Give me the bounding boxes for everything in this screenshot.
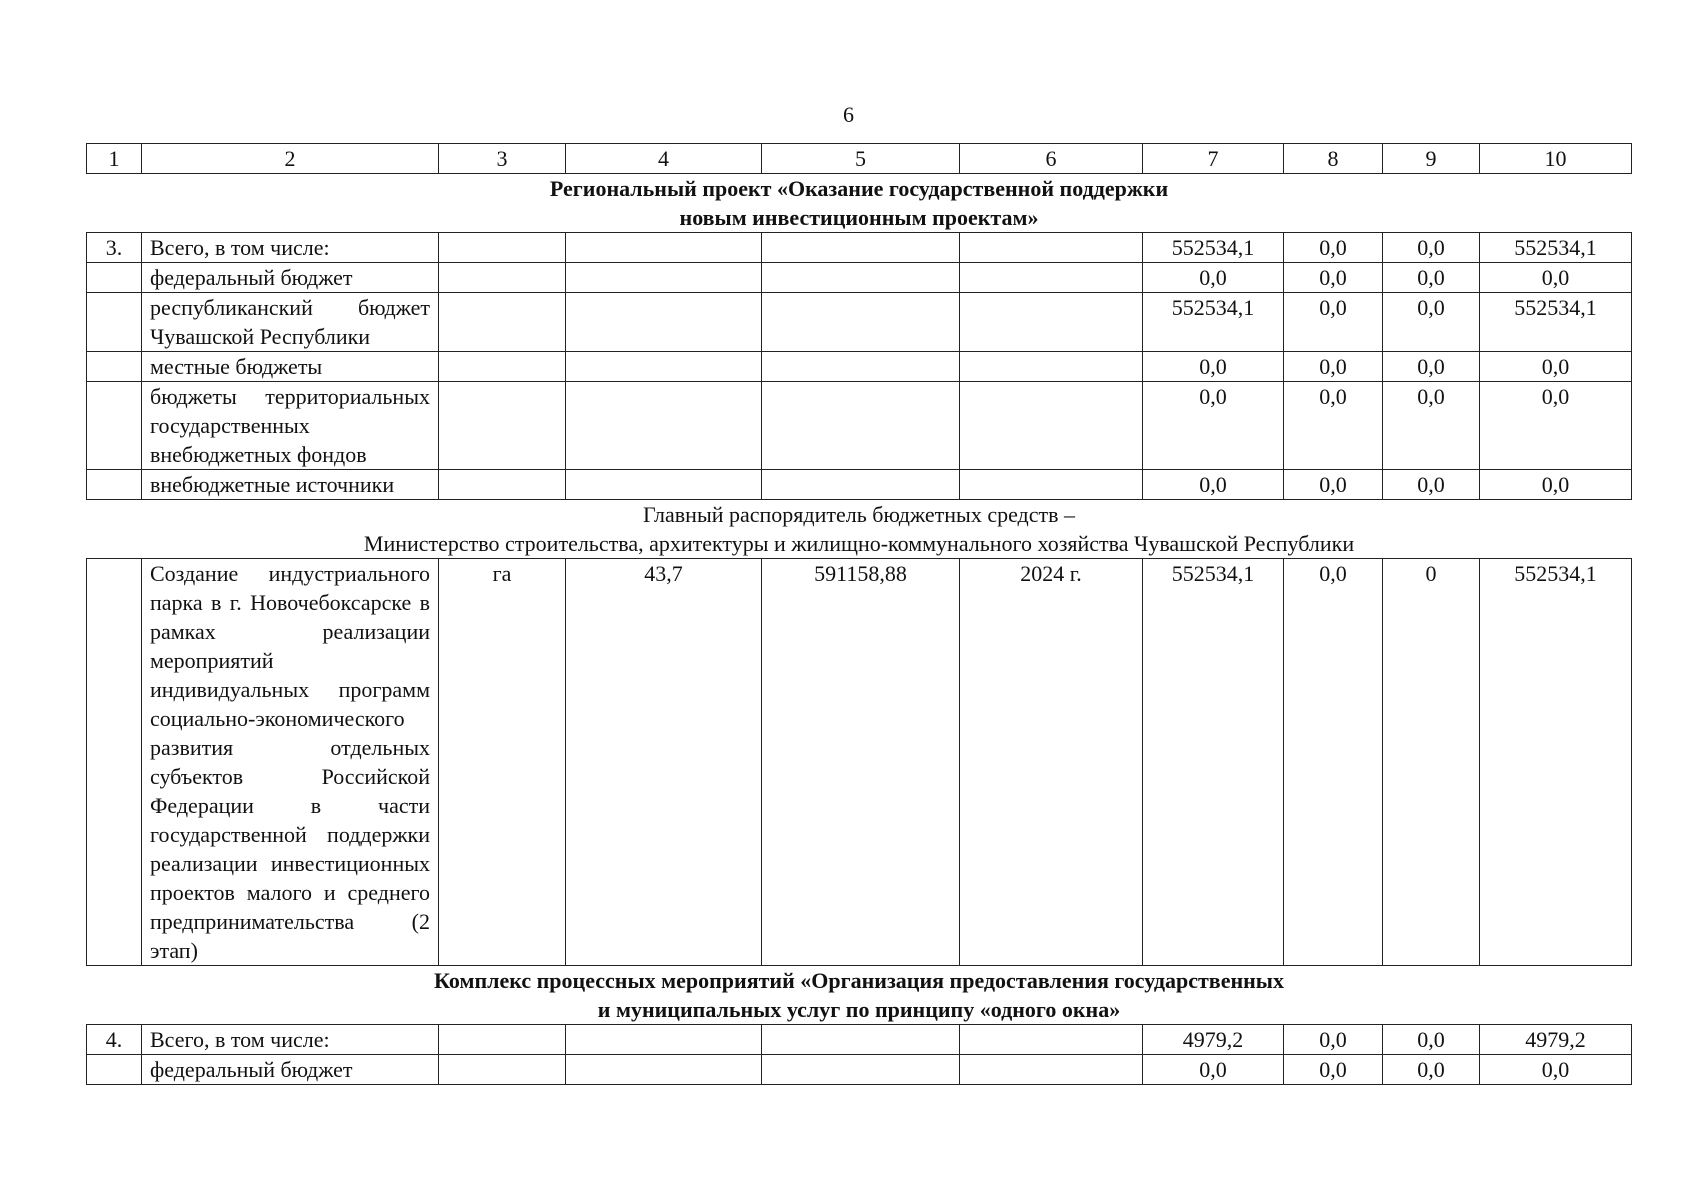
table-row bbox=[87, 293, 1632, 352]
cell-value: 552534,1 bbox=[1480, 293, 1632, 352]
cell-value: 0,0 bbox=[1383, 233, 1480, 263]
cell-value: 0,0 bbox=[1284, 233, 1383, 263]
cell-value: 0,0 bbox=[1383, 263, 1480, 293]
column-number: 9 bbox=[1383, 144, 1480, 174]
table-row bbox=[87, 1055, 1632, 1085]
cell-value: 0,0 bbox=[1480, 263, 1632, 293]
cell-value: 0,0 bbox=[1284, 293, 1383, 352]
cell-unit: га bbox=[439, 559, 566, 966]
row-number bbox=[87, 352, 142, 382]
cell-value: 0,0 bbox=[1143, 263, 1284, 293]
table-row bbox=[87, 470, 1632, 500]
cell-value: 552534,1 bbox=[1480, 559, 1632, 966]
row-name: бюджеты территориальных государственных внебюджетных фондов bbox=[142, 382, 439, 470]
page-number: 6 bbox=[843, 102, 854, 127]
cell-value: 0,0 bbox=[1284, 352, 1383, 382]
section-title-line: новым инвестиционным проектам» bbox=[679, 205, 1039, 230]
column-number: 6 bbox=[960, 144, 1143, 174]
manager-line: Главный распорядитель бюджетных средств – bbox=[642, 502, 1076, 527]
cell-value: 0,0 bbox=[1284, 559, 1383, 966]
cell-value: 552534,1 bbox=[1480, 233, 1632, 263]
cell-value: 0,0 bbox=[1383, 352, 1480, 382]
row-name: республиканский бюджет Чувашской Республики bbox=[142, 293, 439, 352]
section-title-line: Региональный проект «Оказание государственной поддержки bbox=[549, 176, 1169, 201]
column-number: 1 bbox=[87, 144, 142, 174]
cell-value: 0,0 bbox=[1480, 352, 1632, 382]
table-row-object bbox=[87, 559, 1632, 966]
row-name: внебюджетные источники bbox=[142, 470, 439, 500]
table-row bbox=[87, 263, 1632, 293]
section-heading-regional-project bbox=[87, 174, 1632, 233]
row-number bbox=[87, 470, 142, 500]
row-number: 4. bbox=[87, 1025, 142, 1055]
cell-value: 0,0 bbox=[1383, 470, 1480, 500]
cell-value: 0,0 bbox=[1284, 1055, 1383, 1085]
column-number: 5 bbox=[762, 144, 960, 174]
cell-value: 0,0 bbox=[1480, 1055, 1632, 1085]
cell-value: 0,0 bbox=[1284, 1025, 1383, 1055]
column-number: 7 bbox=[1143, 144, 1284, 174]
row-number bbox=[87, 293, 142, 352]
row-name: федеральный бюджет bbox=[142, 1055, 439, 1085]
cell-value: 0,0 bbox=[1383, 1055, 1480, 1085]
manager-line: Министерство строительства, архитектуры и жилищно-коммунального хозяйства Чувашской Республики bbox=[363, 531, 1355, 556]
cell-value: 0,0 bbox=[1143, 470, 1284, 500]
row-number bbox=[87, 1055, 142, 1085]
section-heading-budget-manager bbox=[87, 500, 1632, 559]
column-number-row bbox=[87, 144, 1632, 174]
row-number: 3. bbox=[87, 233, 142, 263]
cell-value: 0,0 bbox=[1284, 382, 1383, 470]
column-number: 2 bbox=[142, 144, 439, 174]
cell-value: 0,0 bbox=[1143, 352, 1284, 382]
row-number bbox=[87, 559, 142, 966]
row-name: местные бюджеты bbox=[142, 352, 439, 382]
row-number bbox=[87, 263, 142, 293]
cell-value: 4979,2 bbox=[1480, 1025, 1632, 1055]
row-name: Создание индустриального парка в г. Новочебоксарске в рамках реализации мероприятий индивидуальных программ социально-экономического развития отдельных субъектов Российской Федерации в части государственной поддержки реализации инвестиционных проектов малого и среднего предпринимательства (2 этап) bbox=[142, 559, 439, 966]
budget-table bbox=[86, 143, 1632, 1085]
column-number: 3 bbox=[439, 144, 566, 174]
cell-value: 0,0 bbox=[1383, 1025, 1480, 1055]
section-title-line: Комплекс процессных мероприятий «Организация предоставления государственных bbox=[434, 968, 1284, 993]
cell-value: 0,0 bbox=[1480, 470, 1632, 500]
table-row bbox=[87, 233, 1632, 263]
cell-value: 0,0 bbox=[1383, 293, 1480, 352]
row-number bbox=[87, 382, 142, 470]
cell-value: 552534,1 bbox=[1143, 233, 1284, 263]
table-row bbox=[87, 382, 1632, 470]
cell-value: 0 bbox=[1383, 559, 1480, 966]
cell-value: 0,0 bbox=[1143, 1055, 1284, 1085]
cell-value: 43,7 bbox=[566, 559, 762, 966]
cell-value: 0,0 bbox=[1284, 470, 1383, 500]
cell-value: 591158,88 bbox=[762, 559, 960, 966]
cell-value: 0,0 bbox=[1284, 263, 1383, 293]
row-name: Всего, в том числе: bbox=[142, 1025, 439, 1055]
column-number: 10 bbox=[1480, 144, 1632, 174]
column-number: 4 bbox=[566, 144, 762, 174]
cell-value: 4979,2 bbox=[1143, 1025, 1284, 1055]
cell-value: 552534,1 bbox=[1143, 293, 1284, 352]
section-heading-process-measures bbox=[87, 966, 1632, 1025]
cell-value: 0,0 bbox=[1480, 382, 1632, 470]
row-name: Всего, в том числе: bbox=[142, 233, 439, 263]
table-row bbox=[87, 352, 1632, 382]
cell-value: 552534,1 bbox=[1143, 559, 1284, 966]
cell-value: 0,0 bbox=[1383, 382, 1480, 470]
column-number: 8 bbox=[1284, 144, 1383, 174]
row-name: федеральный бюджет bbox=[142, 263, 439, 293]
section-title-line: и муниципальных услуг по принципу «одного окна» bbox=[597, 997, 1121, 1022]
cell-year: 2024 г. bbox=[960, 559, 1143, 966]
cell-value: 0,0 bbox=[1143, 382, 1284, 470]
table-row bbox=[87, 1025, 1632, 1055]
